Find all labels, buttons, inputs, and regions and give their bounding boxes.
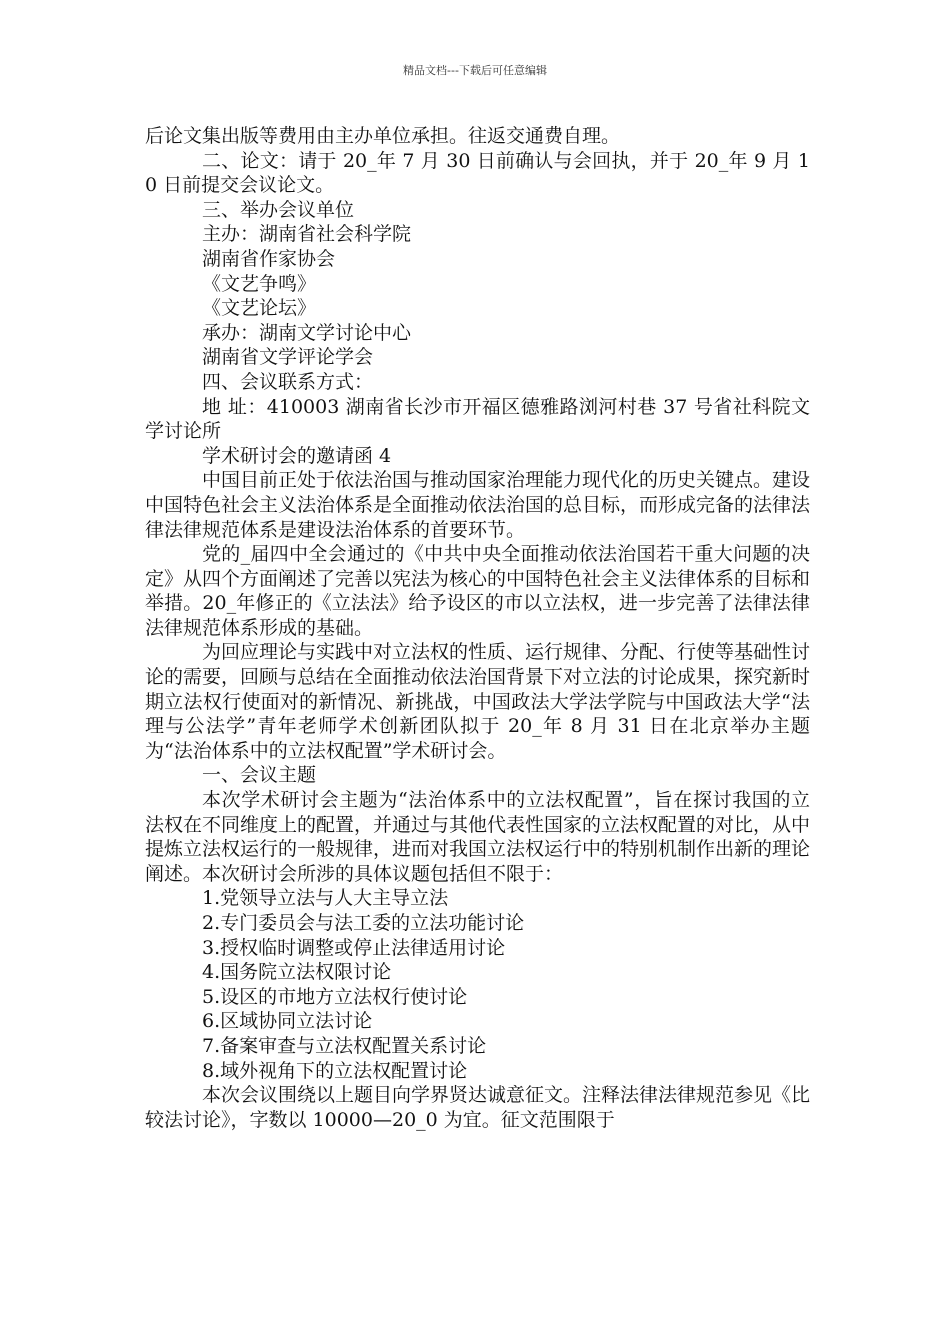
paragraph: 中国目前正处于依法治国与推动国家治理能力现代化的历史关键点。建设中国特色社会主义法治体系是全面推动依法治国的总目标，而形成完备的法律法律法律规范体系是建设法治体系的首要环节。 bbox=[145, 469, 811, 541]
topic-list-item: 3.授权临时调整或停止法律适用讨论 bbox=[202, 936, 506, 959]
organizer-line: 《文艺论坛》 bbox=[202, 297, 317, 320]
paragraph-papers: 二、论文：请于 20_年 7 月 30 日前确认与会回执，并于 20_年 9 月 10 日前提交会议论文。 bbox=[145, 149, 810, 197]
co-organizer-line: 湖南省文学评论学会 bbox=[202, 346, 374, 369]
topic-list-item: 2.专门委员会与法工委的立法功能讨论 bbox=[202, 912, 525, 934]
topic-list-item: 1.党领导立法与人大主导立法 bbox=[202, 887, 449, 910]
co-organizer-line: 承办：湖南文学讨论中心 bbox=[202, 321, 412, 344]
topic-list-item: 6.区域协同立法讨论 bbox=[202, 1010, 373, 1033]
paragraph: 本次会议围绕以上题目向学界贤达诚意征文。注释法律法律规范参见《比较法讨论》，字数以 10000—20_0 为宜。征文范围限于 bbox=[145, 1084, 811, 1131]
organizer-line: 湖南省作家协会 bbox=[202, 247, 336, 270]
paragraph: 为回应理论与实践中对立法权的性质、运行规律、分配、行使等基础性讨论的需要，回顾与总结在全面推动依法治国背景下对立法的讨论成果，探究新时期立法权行使面对的新情况、新挑战，中国政法大学法学院与中国政法大学“法理与公法学”青年老师学术创新团队拟于 20_年 8 月 31 日在北京举办主题为“法治体系中的立法权配置”学术研讨会。 bbox=[145, 641, 811, 762]
topic-list-item: 4.国务院立法权限讨论 bbox=[202, 961, 392, 984]
section-heading-organizers: 三、举办会议单位 bbox=[202, 198, 355, 221]
letter-title: 学术研讨会的邀请函 4 bbox=[202, 444, 392, 467]
organizer-line: 主办：湖南省社会科学院 bbox=[202, 223, 412, 246]
section-heading-contact: 四、会议联系方式： bbox=[202, 370, 374, 393]
contact-address: 地 址：410003 湖南省长沙市开福区德雅路浏河村巷 37 号省社科院文学讨论所 bbox=[145, 395, 810, 443]
paragraph: 党的_届四中全会通过的《中共中央全面推动依法治国若干重大问题的决定》从四个方面阐述了完善以宪法为核心的中国特色社会主义法律体系的目标和举措。20_年修正的《立法法》给予设区的市以立法权，进一步完善了法律法律法律规范体系形成的基础。 bbox=[145, 543, 811, 639]
page-header: 精品文档---下载后可任意编辑 bbox=[403, 64, 547, 77]
document-body bbox=[145, 124, 810, 1132]
section-heading-theme: 一、会议主题 bbox=[202, 764, 317, 787]
topic-list-item: 5.设区的市地方立法权行使讨论 bbox=[202, 985, 468, 1008]
topic-list-item: 7.备案审查与立法权配置关系讨论 bbox=[202, 1034, 487, 1057]
paragraph: 本次学术研讨会主题为“法治体系中的立法权配置”，旨在探讨我国的立法权在不同维度上的配置，并通过与其他代表性国家的立法权配置的对比，从中提炼立法权运行的一般规律，进而对我国立法权运行中的特别机制作出新的理论阐述。本次研讨会所涉的具体议题包括但不限于： bbox=[145, 789, 811, 885]
paragraph: 后论文集出版等费用由主办单位承担。往返交通费自理。 bbox=[145, 125, 621, 147]
organizer-line: 《文艺争鸣》 bbox=[202, 272, 317, 295]
topic-list-item: 8.域外视角下的立法权配置讨论 bbox=[202, 1059, 468, 1082]
